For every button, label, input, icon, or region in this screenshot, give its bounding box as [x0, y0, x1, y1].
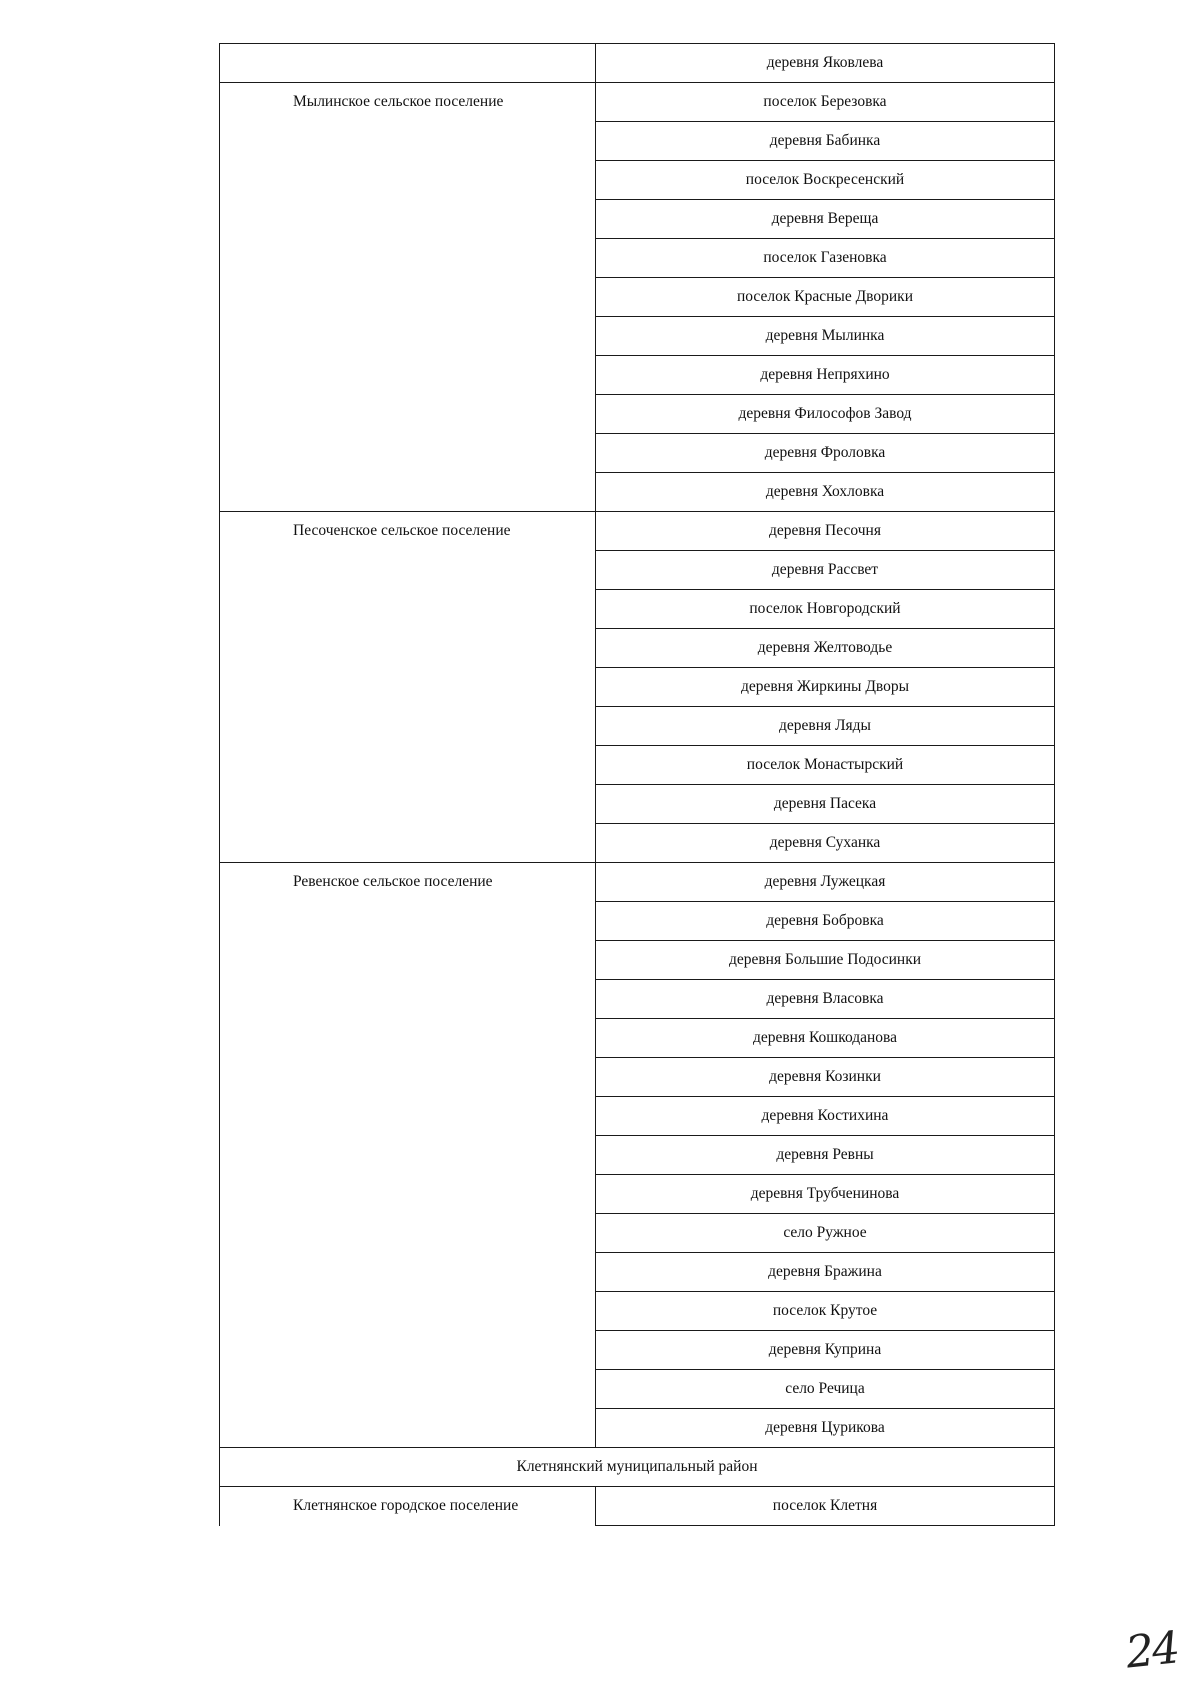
locality-cell: деревня Бобровка — [596, 902, 1055, 941]
locality-cell: поселок Новгородский — [596, 590, 1055, 629]
settlement-cell — [220, 44, 596, 83]
locality-cell: деревня Хохловка — [596, 473, 1055, 512]
locality-cell: поселок Крутое — [596, 1292, 1055, 1331]
settlement-name: Песоченское сельское поселение — [293, 522, 511, 539]
locality-cell: деревня Козинки — [596, 1058, 1055, 1097]
locality-cell: деревня Кошкоданова — [596, 1019, 1055, 1058]
locality-cell: деревня Пасека — [596, 785, 1055, 824]
settlement-name — [220, 44, 595, 54]
locality-cell: деревня Суханка — [596, 824, 1055, 863]
locality-cell: деревня Власовка — [596, 980, 1055, 1019]
settlement-cell — [220, 863, 596, 1448]
settlement-cell — [220, 1487, 596, 1526]
locality-cell: поселок Красные Дворики — [596, 278, 1055, 317]
settlement-name: Мылинское сельское поселение — [293, 93, 504, 110]
locality-cell: деревня Бабинка — [596, 122, 1055, 161]
table-row — [220, 44, 1055, 83]
locality-cell: деревня Лужецкая — [596, 863, 1055, 902]
locality-cell: деревня Мылинка — [596, 317, 1055, 356]
table-row — [220, 1487, 1055, 1526]
locality-cell: деревня Рассвет — [596, 551, 1055, 590]
settlement-cell — [220, 83, 596, 512]
locality-cell: деревня Большие Подосинки — [596, 941, 1055, 980]
locality-cell: деревня Ляды — [596, 707, 1055, 746]
locality-cell: деревня Непряхино — [596, 356, 1055, 395]
settlement-name: Ревенское сельское поселение — [293, 873, 493, 890]
locality-cell: деревня Цурикова — [596, 1409, 1055, 1448]
locality-cell: поселок Газеновка — [596, 239, 1055, 278]
locality-cell: деревня Костихина — [596, 1097, 1055, 1136]
locality-cell: деревня Ревны — [596, 1136, 1055, 1175]
locality-cell: поселок Березовка — [596, 83, 1055, 122]
locality-cell: деревня Яковлева — [596, 44, 1055, 83]
locality-cell: деревня Куприна — [596, 1331, 1055, 1370]
district-header-row — [220, 1448, 1055, 1487]
locality-cell: деревня Фроловка — [596, 434, 1055, 473]
locality-cell: деревня Трубченинова — [596, 1175, 1055, 1214]
table-row — [220, 83, 1055, 122]
table-row — [220, 512, 1055, 551]
locality-cell: село Речица — [596, 1370, 1055, 1409]
locality-cell: поселок Клетня — [596, 1487, 1055, 1526]
district-header: Клетнянский муниципальный район — [220, 1448, 1055, 1487]
locality-cell: село Ружное — [596, 1214, 1055, 1253]
locality-cell: деревня Философов Завод — [596, 395, 1055, 434]
locality-cell: деревня Вереща — [596, 200, 1055, 239]
settlement-name: Клетнянское городское поселение — [293, 1497, 519, 1514]
table-row — [220, 863, 1055, 902]
locality-cell: поселок Монастырский — [596, 746, 1055, 785]
locality-cell: деревня Желтоводье — [596, 629, 1055, 668]
settlements-table — [219, 43, 1055, 1526]
settlements-table-body — [220, 44, 1055, 1526]
page-number: 24 — [1123, 1622, 1181, 1679]
locality-cell: деревня Жиркины Дворы — [596, 668, 1055, 707]
locality-cell: деревня Песочня — [596, 512, 1055, 551]
locality-cell: поселок Воскресенский — [596, 161, 1055, 200]
settlement-cell — [220, 512, 596, 863]
locality-cell: деревня Бражина — [596, 1253, 1055, 1292]
